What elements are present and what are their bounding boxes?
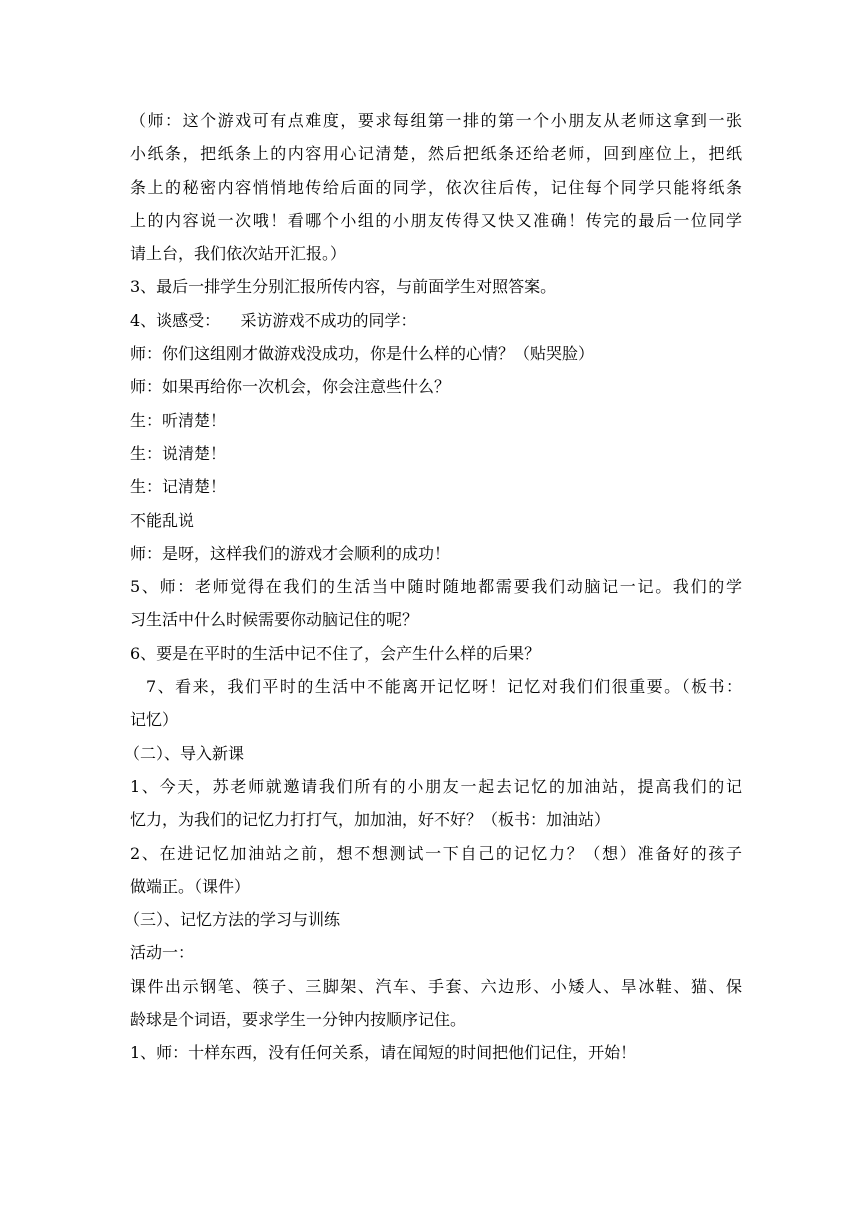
text-line: 生：说清楚！ xyxy=(130,443,227,463)
text-line: 6、要是在平时的生活中记不住了，会产生什么样的后果？ xyxy=(130,643,541,663)
paragraph-step-7 xyxy=(130,670,742,737)
paragraph-new-1 xyxy=(130,770,742,837)
paragraph-teacher-q2 xyxy=(130,370,742,403)
text-line: （师：这个游戏可有点难度，要求每组第一排的第一个小朋友从老师这拿到一张 xyxy=(130,111,742,130)
paragraph-note-1 xyxy=(130,504,742,537)
paragraph-step-4 xyxy=(130,304,742,337)
paragraph-activity-1 xyxy=(130,936,742,969)
paragraph-intro-instructions xyxy=(130,104,742,270)
text-line: 3、最后一排学生分别汇报所传内容，与前面学生对照答案。 xyxy=(130,277,557,297)
text-line: 条上的秘密内容悄悄地传给后面的同学，依次往后传，记住每个同学只能将纸条 xyxy=(130,177,742,197)
text-line: 5、师：老师觉得在我们的生活当中随时随地都需要我们动脑记一记。我们的学 xyxy=(130,577,742,597)
text-line: 不能乱说 xyxy=(130,510,195,530)
paragraph-student-a1 xyxy=(130,404,742,437)
text-line: 1、今天，苏老师就邀请我们所有的小朋友一起去记忆的加油站，提高我们的记 xyxy=(130,776,742,796)
text-line: 龄球是个词语，要求学生一分钟内按顺序记住。 xyxy=(130,1010,467,1030)
paragraph-section-3 xyxy=(124,903,742,936)
text-line: 4、谈感受： 采访游戏不成功的同学： xyxy=(130,310,417,330)
text-line: 师：如果再给你一次机会，你会注意些什么？ xyxy=(130,377,451,397)
text-line: 师：是呀，这样我们的游戏才会顺利的成功！ xyxy=(130,543,451,563)
paragraph-student-a2 xyxy=(130,437,742,470)
paragraph-teacher-summary xyxy=(130,537,742,570)
text-line: 活动一： xyxy=(130,943,195,963)
text-line: 1、师：十样东西，没有任何关系，请在闻短的时间把他们记住，开始！ xyxy=(130,1043,637,1063)
paragraph-student-a3 xyxy=(130,470,742,503)
section-heading: （二）、导入新课 xyxy=(124,743,245,763)
text-line: 习生活中什么时候需要你动脑记住的呢？ xyxy=(130,610,419,630)
text-line: 7、看来，我们平时的生活中不能离开记忆呀！记忆对我们们很重要。（板书： xyxy=(146,677,742,697)
text-line: 生：记清楚！ xyxy=(130,477,227,497)
text-line: 请上台，我们依次站开汇报。） xyxy=(130,244,347,264)
paragraph-step-3 xyxy=(130,270,742,303)
text-line: 记忆） xyxy=(130,710,179,730)
text-line: 生：听清楚！ xyxy=(130,410,227,430)
text-line: 师：你们这组刚才做游戏没成功，你是什么样的心情？（贴哭脸） xyxy=(130,344,595,364)
text-line: 课件出示钢笔、筷子、三脚架、汽车、手套、六边形、小矮人、旱冰鞋、猫、保 xyxy=(130,976,742,996)
paragraph-step-5 xyxy=(130,570,742,637)
text-line: 小纸条，把纸条上的内容用心记清楚，然后把纸条还给老师，回到座位上，把纸 xyxy=(130,144,742,164)
paragraph-new-2 xyxy=(130,837,742,904)
text-line: 忆力，为我们的记忆力打打气，加加油，好不好？（板书：加油站） xyxy=(130,810,611,830)
paragraph-activity-1-desc xyxy=(130,970,742,1037)
document-body xyxy=(124,104,742,1070)
paragraph-activity-1-step-1 xyxy=(130,1036,742,1069)
text-line: 2、在进记忆加油站之前，想不想测试一下自己的记忆力？（想）准备好的孩子 xyxy=(130,843,742,863)
paragraph-step-6 xyxy=(130,637,742,670)
text-line: 上的内容说一次哦！看哪个小组的小朋友传得又快又准确！传完的最后一位同学 xyxy=(130,210,742,230)
text-line: 做端正。（课件） xyxy=(130,876,251,896)
section-heading: （三）、记忆方法的学习与训练 xyxy=(124,910,341,930)
paragraph-teacher-q1 xyxy=(130,337,742,370)
paragraph-section-2 xyxy=(124,737,742,770)
